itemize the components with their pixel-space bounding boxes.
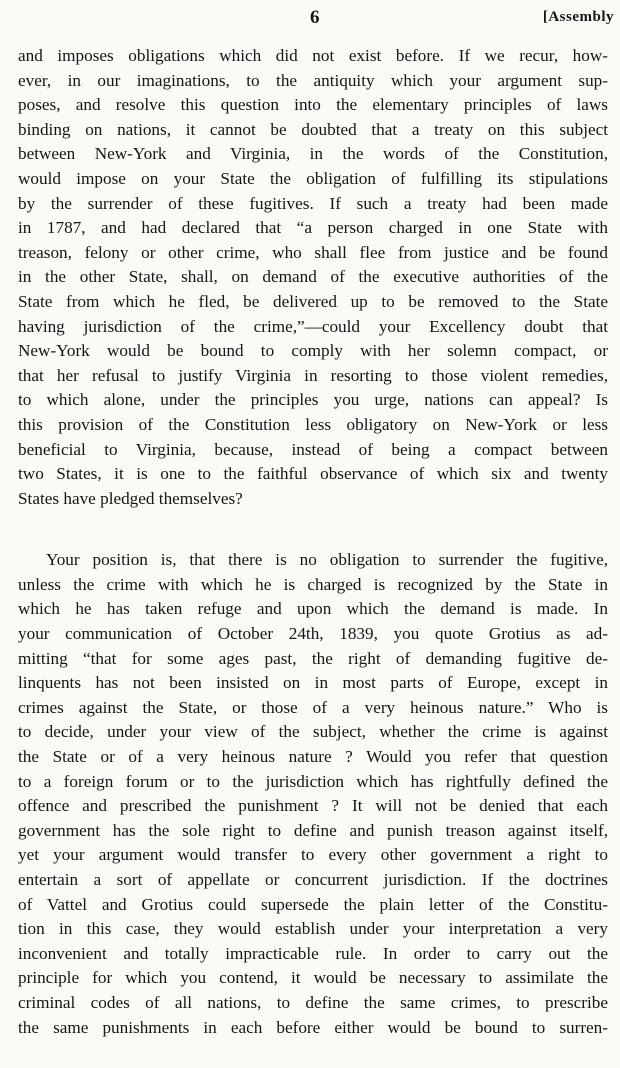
text-line: between New-York and Virginia, in the words of the Constitution, bbox=[18, 144, 608, 164]
text-line: State from which he fled, be delivered up to be removed to the State bbox=[18, 291, 608, 311]
text-line: to decide, under your view of the subject, whether the crime is against bbox=[18, 722, 608, 742]
paragraph-1 bbox=[18, 44, 608, 511]
text-line: principle for which you contend, it would be necessary to assimilate the bbox=[18, 968, 608, 988]
text-line: this provision of the Constitution less obligatory on New-York or less bbox=[18, 414, 608, 434]
text-line: mitting “that for some ages past, the right of demanding fugitive de- bbox=[18, 648, 608, 668]
text-line: States have pledged themselves? bbox=[18, 488, 243, 508]
text-line: Your position is, that there is no obligation to surrender the fugitive, bbox=[46, 550, 608, 570]
text-line: treason, felony or other crime, who shall flee from justice and be found bbox=[18, 242, 608, 262]
text-line: your communication of October 24th, 1839, you quote Grotius as ad- bbox=[18, 624, 608, 644]
text-line: entertain a sort of appellate or concurrent jurisdiction. If the doctrines bbox=[18, 870, 608, 889]
text-line: and imposes obligations which did not exist before. If we recur, how- bbox=[18, 46, 608, 65]
text-line: crimes against the State, or those of a very heinous nature.” Who is bbox=[18, 697, 608, 717]
text-line: tion in this case, they would establish under your interpretation a very bbox=[18, 919, 608, 939]
paragraph-2 bbox=[18, 548, 608, 1040]
text-line: in the other State, shall, on demand of the executive authorities of the bbox=[18, 267, 608, 287]
text-line: New-York would be bound to comply with her solemn compact, or bbox=[18, 341, 608, 361]
text-line: unless the crime with which he is charged is recognized by the State in bbox=[18, 574, 608, 594]
text-line: beneficial to Virginia, because, instead of being a compact between bbox=[18, 439, 608, 459]
text-line: linquents has not been insisted on in most parts of Europe, except in bbox=[18, 673, 608, 693]
running-head: [Assembly bbox=[542, 9, 614, 25]
text-line: that her refusal to justify Virginia in resorting to those violent remedies, bbox=[18, 365, 608, 385]
text-line: binding on nations, it cannot be doubted that a treaty on this subject bbox=[18, 119, 608, 139]
page-body bbox=[18, 44, 608, 1040]
text-line: inconvenient and totally impracticable rule. In order to carry out the bbox=[18, 943, 608, 963]
text-line: yet your argument would transfer to every other government a right to bbox=[18, 845, 608, 865]
text-line: two States, it is one to the faithful observance of which six and twenty bbox=[18, 464, 608, 484]
text-line: ever, in our imaginations, to the antiquity which your argument sup- bbox=[18, 70, 608, 90]
text-line: which he has taken refuge and upon which the demand is made. In bbox=[18, 599, 608, 619]
page-number: 6 bbox=[310, 7, 320, 28]
text-line: of Vattel and Grotius could supersede the plain letter of the Constitu- bbox=[18, 894, 608, 914]
text-line: in 1787, and had declared that “a person charged in one State with bbox=[18, 218, 608, 238]
page-header bbox=[0, 7, 620, 33]
text-line: having jurisdiction of the crime,”—could your Excellency doubt that bbox=[18, 316, 608, 336]
paragraph-separator bbox=[18, 511, 608, 548]
text-line: offence and prescribed the punishment ? It will not be denied that each bbox=[18, 796, 608, 816]
text-line: the State or of a very heinous nature ? Would you refer that question bbox=[18, 747, 608, 767]
text-line: to which alone, under the principles you urge, nations can appeal? Is bbox=[18, 390, 608, 410]
text-line: criminal codes of all nations, to define the same crimes, to prescribe bbox=[18, 992, 608, 1012]
text-line: to a foreign forum or to the jurisdiction which has rightfully defined the bbox=[18, 771, 608, 791]
text-line: poses, and resolve this question into the elementary principles of laws bbox=[18, 95, 608, 115]
text-line: the same punishments in each before either would be bound to surren- bbox=[18, 1017, 608, 1037]
text-line: government has the sole right to define and punish treason against itself, bbox=[18, 820, 608, 840]
text-line: by the surrender of these fugitives. If such a treaty had been made bbox=[18, 193, 608, 213]
text-line: would impose on your State the obligation of fulfilling its stipulations bbox=[18, 168, 608, 188]
